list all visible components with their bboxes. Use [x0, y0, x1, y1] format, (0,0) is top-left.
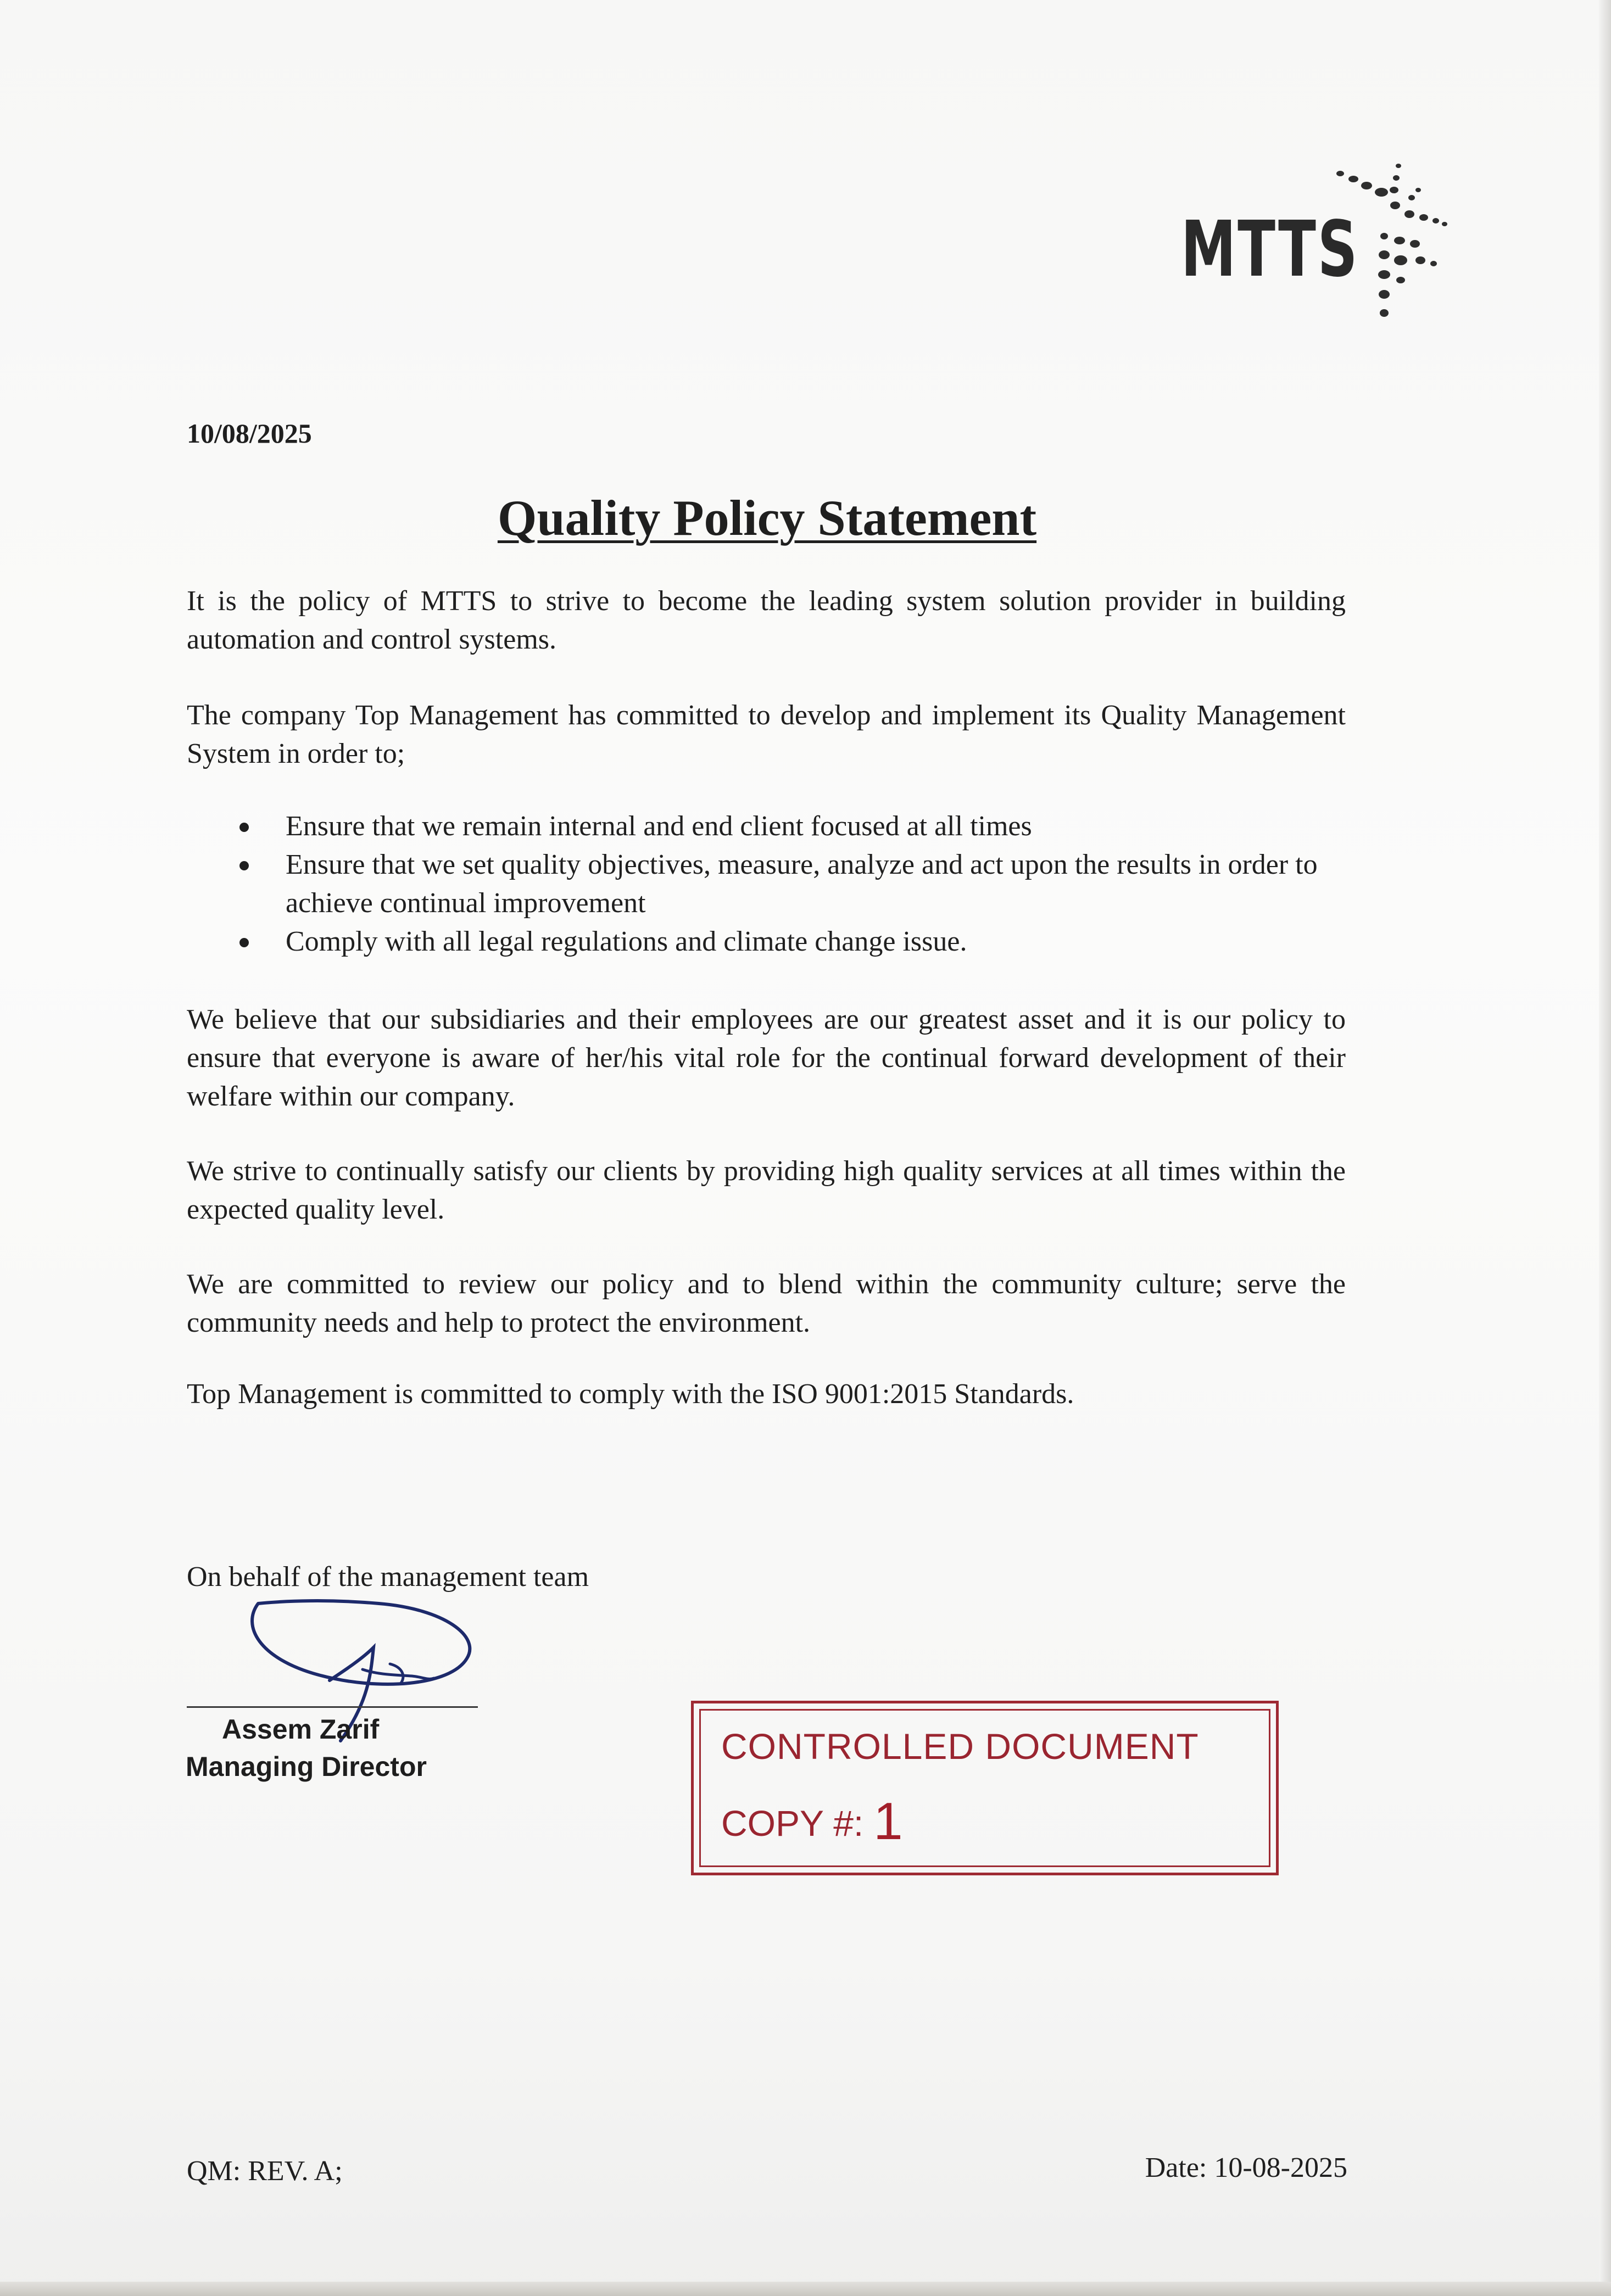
stamp-copy-line [721, 1791, 903, 1852]
on-behalf-text: On behalf of the management team [187, 1561, 589, 1593]
list-item [187, 923, 1346, 961]
stamp-copy-label: COPY #: [721, 1803, 864, 1843]
list-item [187, 846, 1346, 923]
page-edge-bottom [0, 2282, 1611, 2296]
list-item-text: Comply with all legal regulations and climate change issue. [286, 926, 967, 957]
dot-swirl-icon [1302, 154, 1532, 335]
bullet-icon [239, 861, 249, 870]
signature-line [187, 1706, 478, 1708]
document-date: 10/08/2025 [187, 418, 312, 449]
list-item-text: Ensure that we remain internal and end client focused at all times [286, 811, 1032, 842]
footer-revision: QM: REV. A; [187, 2155, 343, 2187]
policy-paragraph-6: Top Management is committed to comply with the ISO 9001:2015 Standards. [187, 1378, 1074, 1410]
policy-paragraph-2: The company Top Management has committed to develop and implement its Quality Management System in order to; [187, 700, 1346, 769]
company-logo [1170, 154, 1527, 335]
policy-paragraph-3: We believe that our subsidiaries and their employees are our greatest asset and it is our policy to ensure that everyone is aware of her/his vital role for the continual forward development of their welfare within our company. [187, 1004, 1346, 1112]
logo-text: MTTS [1181, 205, 1359, 294]
controlled-document-stamp [691, 1701, 1279, 1875]
signer-name: Assem Zarif [222, 1714, 380, 1745]
page-edge-right [1599, 0, 1611, 2296]
commitments-list [187, 807, 1346, 961]
signer-title: Managing Director [186, 1751, 427, 1782]
list-item-text: Ensure that we set quality objectives, measure, analyze and act upon the results in order to achieve continual improvement [286, 849, 1318, 919]
stamp-copy-number: 1 [873, 1792, 903, 1851]
bullet-icon [239, 938, 249, 947]
policy-paragraph-4: We strive to continually satisfy our clients by providing high quality services at all times within the expected quality level. [187, 1155, 1346, 1225]
footer-date: Date: 10-08-2025 [1145, 2152, 1347, 2183]
policy-paragraph-1: It is the policy of MTTS to strive to become the leading system solution provider in building automation and control systems. [187, 585, 1346, 655]
page-title: Quality Policy Statement [497, 490, 1037, 546]
policy-paragraph-5: We are committed to review our policy and to blend within the community culture; serve the community needs and help to protect the environment. [187, 1269, 1346, 1338]
stamp-heading: CONTROLLED DOCUMENT [721, 1726, 1199, 1767]
list-item [187, 807, 1346, 846]
bullet-icon [239, 823, 249, 832]
